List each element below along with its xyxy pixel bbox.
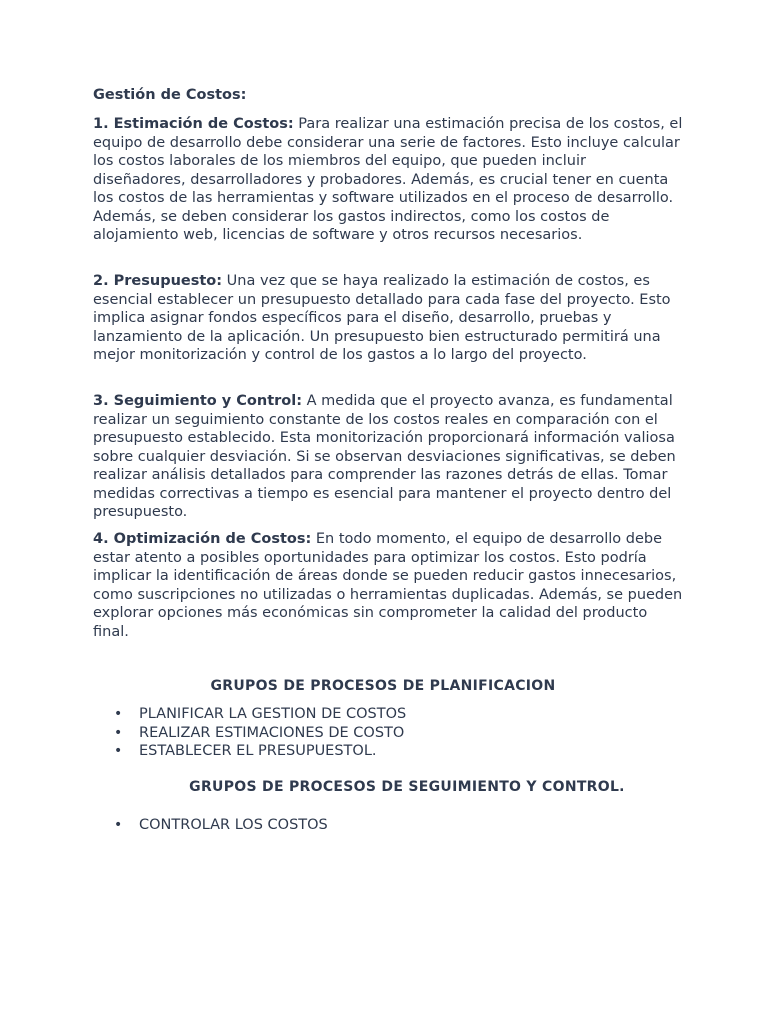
paragraph-text: En todo momento, el equipo de desarrollo debe estar atento a posibles oportunidades para optimizar los costos. Esto podría implicar la identificación de áreas donde se pueden reducir gastos innecesarios, como suscripciones no utilizadas o herramientas duplicadas. Además, se pueden explorar opciones más económicas sin comprometer la calidad del producto final. <box>93 531 683 640</box>
list-item-text: ESTABLECER EL PRESUPUESTOL. <box>139 743 377 759</box>
paragraph-monitoring-control <box>93 392 683 522</box>
document-heading: Gestión de Costos: <box>93 87 247 103</box>
paragraph-cost-optimization <box>93 530 683 641</box>
paragraph-text: Para realizar una estimación precisa de los costos, el equipo de desarrollo debe considerar una serie de factores. Esto incluye calcular los costos laborales de los miembros del equipo, que pueden incluir diseñadores, desarrolladores y probadores. Además, es crucial tener en cuenta los costos de las herramientas y software utilizados en el proceso de desarrollo. Además, se deben considerar los gastos indirectos, como los costos de alojamiento web, licencias de software y otros recursos necesarios. <box>93 116 683 243</box>
paragraph-budget <box>93 272 683 365</box>
list-item-text: CONTROLAR LOS COSTOS <box>139 817 328 833</box>
section-title-planning: GRUPOS DE PROCESOS DE PLANIFICACION <box>210 678 556 694</box>
monitoring-process-list <box>0 816 328 835</box>
section-title-monitoring: GRUPOS DE PROCESOS DE SEGUIMIENTO Y CONTROL. <box>189 779 625 795</box>
bullet-icon: • <box>114 706 123 722</box>
list-item-text: PLANIFICAR LA GESTION DE COSTOS <box>139 706 407 722</box>
paragraph-title: 3. Seguimiento y Control: <box>93 393 303 409</box>
planning-process-list <box>0 705 406 761</box>
list-item-text: REALIZAR ESTIMACIONES DE COSTO <box>139 724 405 741</box>
paragraph-title: 4. Optimización de Costos: <box>93 531 312 547</box>
paragraph-title: 2. Presupuesto: <box>93 273 223 289</box>
list-item <box>0 816 328 835</box>
paragraph-text: A medida que el proyecto avanza, es fundamental realizar un seguimiento constante de los costos reales en comparación con el presupuesto establecido. Esta monitorización proporcionará información valiosa sobre cualquier desviación. Si se observan desviaciones significativas, se deben realizar análisis detallados para comprender las razones detrás de ellas. Tomar medidas correctivas a tiempo es esencial para mantener el proyecto dentro del presupuesto. <box>93 393 676 520</box>
bullet-icon: • <box>114 817 123 833</box>
paragraph-title: 1. Estimación de Costos: <box>93 116 294 132</box>
bullet-icon: • <box>114 724 123 741</box>
paragraph-cost-estimation <box>93 115 683 245</box>
list-item <box>0 724 406 743</box>
list-item <box>0 705 406 724</box>
bullet-icon: • <box>114 743 123 759</box>
list-item <box>0 742 406 761</box>
paragraph-text: Una vez que se haya realizado la estimación de costos, es esencial establecer un presupuesto detallado para cada fase del proyecto. Esto implica asignar fondos específicos para el diseño, desarrollo, pruebas y lanzamiento de la aplicación. Un presupuesto bien estructurado permitirá una mejor monitorización y control de los gastos a lo largo del proyecto. <box>93 273 671 363</box>
